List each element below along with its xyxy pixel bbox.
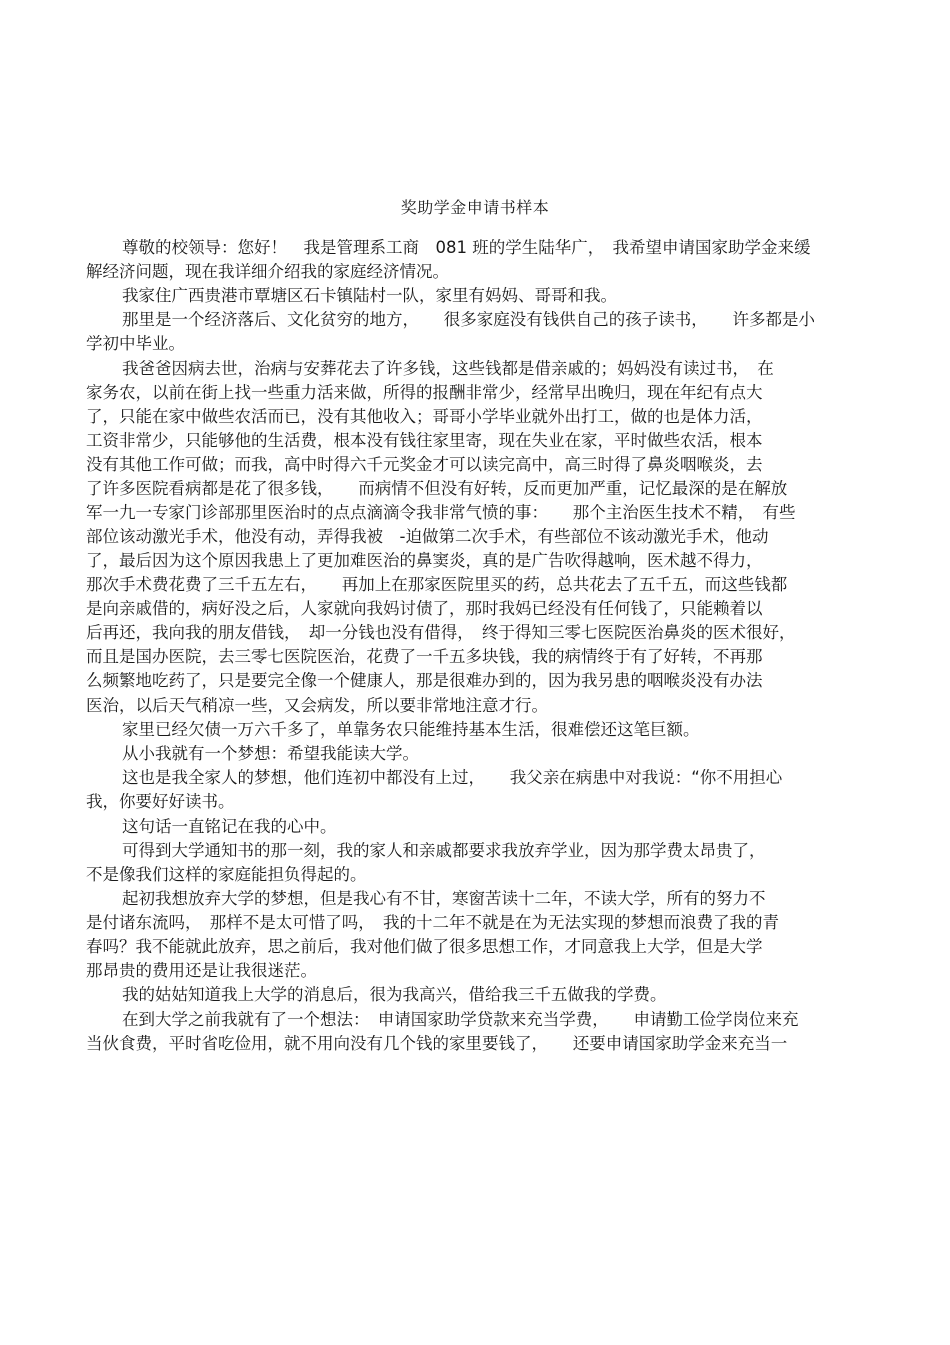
paragraph-line: 而且是国办医院，去三零七医院医治，花费了一千五多块钱，我的病情终于有了好转，不再那 <box>86 647 763 666</box>
paragraph-first-line: 我家住广西贵港市覃塘区石卡镇陆村一队，家里有妈妈、哥哥和我。 <box>122 286 617 305</box>
paragraph-first-line: 起初我想放弃大学的梦想，但是我心有不甘，寒窗苦读十二年，不读大学，所有的努力不 <box>122 889 766 908</box>
paragraph-line: 春吗？我不能就此放弃，思之前后，我对他们做了很多思想工作，才同意我上大学，但是大学 <box>86 937 763 956</box>
paragraph-line: 那昂贵的费用还是让我很迷茫。 <box>86 961 317 980</box>
paragraph-first-line: 家里已经欠债一万六千多了，单靠务农只能维持基本生活，很难偿还这笔巨额。 <box>122 720 700 739</box>
paragraph-first-line: 从小我就有一个梦想：希望我能读大学。 <box>122 744 419 763</box>
paragraph-line: 医治，以后天气稍凉一些，又会病发，所以要非常地注意才行。 <box>86 696 548 715</box>
paragraph-line: 部位该动激光手术，他没有动，弄得我被 -迫做第二次手术，有些部位不该动激光手术，他动 <box>86 527 769 546</box>
paragraph-line: 了，只能在家中做些农活而已，没有其他收入；哥哥小学毕业就外出打工，做的也是体力活， <box>86 407 763 426</box>
paragraph-first-line: 我爸爸因病去世，治病与安葬花去了许多钱，这些钱都是借亲戚的；妈妈没有读过书， 在 <box>122 359 774 378</box>
paragraph-line: 当伙食费，平时省吃俭用，就不用向没有几个钱的家里要钱了， 还要申请国家助学金来充当一 <box>86 1034 788 1053</box>
document-title: 奖助学金申请书样本 <box>400 198 550 217</box>
paragraph-line: 解经济问题，现在我详细介绍我的家庭经济情况。 <box>86 262 449 281</box>
paragraph-first-line: 在到大学之前我就有了一个想法： 申请国家助学贷款来充当学费， 申请勤工俭学岗位来充 <box>122 1010 799 1029</box>
paragraph-line: 军一九一专家门诊部那里医治时的点点滴滴令我非常气愤的事： 那个主治医生技术不精， 有些 <box>86 503 796 522</box>
paragraph-first-line: 这句话一直铭记在我的心中。 <box>122 817 337 836</box>
paragraph-first-line: 这也是我全家人的梦想，他们连初中都没有上过， 我父亲在病患中对我说：“你不用担心 <box>122 768 783 787</box>
paragraph-line: 后再还，我向我的朋友借钱， 却一分钱也没有借得， 终于得知三零七医院医治鼻炎的医术很好， <box>86 623 796 642</box>
paragraph-line: 家务农，以前在街上找一些重力活来做，所得的报酬非常少，经常早出晚归，现在年纪有点大 <box>86 383 763 402</box>
paragraph-line: 那次手术费花费了三千五左右， 再加上在那家医院里买的药，总共花去了五千五，而这些钱都 <box>86 575 788 594</box>
paragraph-first-line: 那里是一个经济落后、文化贫穷的地方， 很多家庭没有钱供自己的孩子读书， 许多都是小 <box>122 310 815 329</box>
paragraph-line: 了许多医院看病都是花了很多钱， 而病情不但没有好转，反而更加严重，记忆最深的是在解放 <box>86 479 788 498</box>
paragraph-line: 没有其他工作可做；而我，高中时得六千元奖金才可以读完高中，高三时得了鼻炎咽喉炎，去 <box>86 455 763 474</box>
paragraph-line: 么频繁地吃药了，只是要完全像一个健康人，那是很难办到的，因为我另患的咽喉炎没有办法 <box>86 671 763 690</box>
paragraph-line: 我，你要好好读书。 <box>86 792 235 811</box>
paragraph-line: 是向亲戚借的，病好没之后，人家就向我妈讨债了，那时我妈已经没有任何钱了，只能赖着以 <box>86 599 763 618</box>
paragraph-line: 工资非常少，只能够他的生活费，根本没有钱往家里寄，现在失业在家，平时做些农活，根本 <box>86 431 763 450</box>
paragraph-line: 是付诸东流吗， 那样不是太可惜了吗， 我的十二年不就是在为无法实现的梦想而浪费了我的青 <box>86 913 779 932</box>
paragraph-line: 了，最后因为这个原因我患上了更加难医治的鼻窦炎，真的是广告吹得越响，医术越不得力， <box>86 551 763 570</box>
paragraph-first-line: 尊敬的校领导：您好！ 我是管理系工商 081 班的学生陆华广， 我希望申请国家助学金来缓 <box>122 238 811 257</box>
paragraph-first-line: 可得到大学通知书的那一刻，我的家人和亲戚都要求我放弃学业，因为那学费太昂贵了， <box>122 841 766 860</box>
paragraph-first-line: 我的姑姑知道我上大学的消息后，很为我高兴，借给我三千五做我的学费。 <box>122 985 667 1004</box>
paragraph-line: 学初中毕业。 <box>86 334 185 353</box>
paragraph-line: 不是像我们这样的家庭能担负得起的。 <box>86 865 367 884</box>
